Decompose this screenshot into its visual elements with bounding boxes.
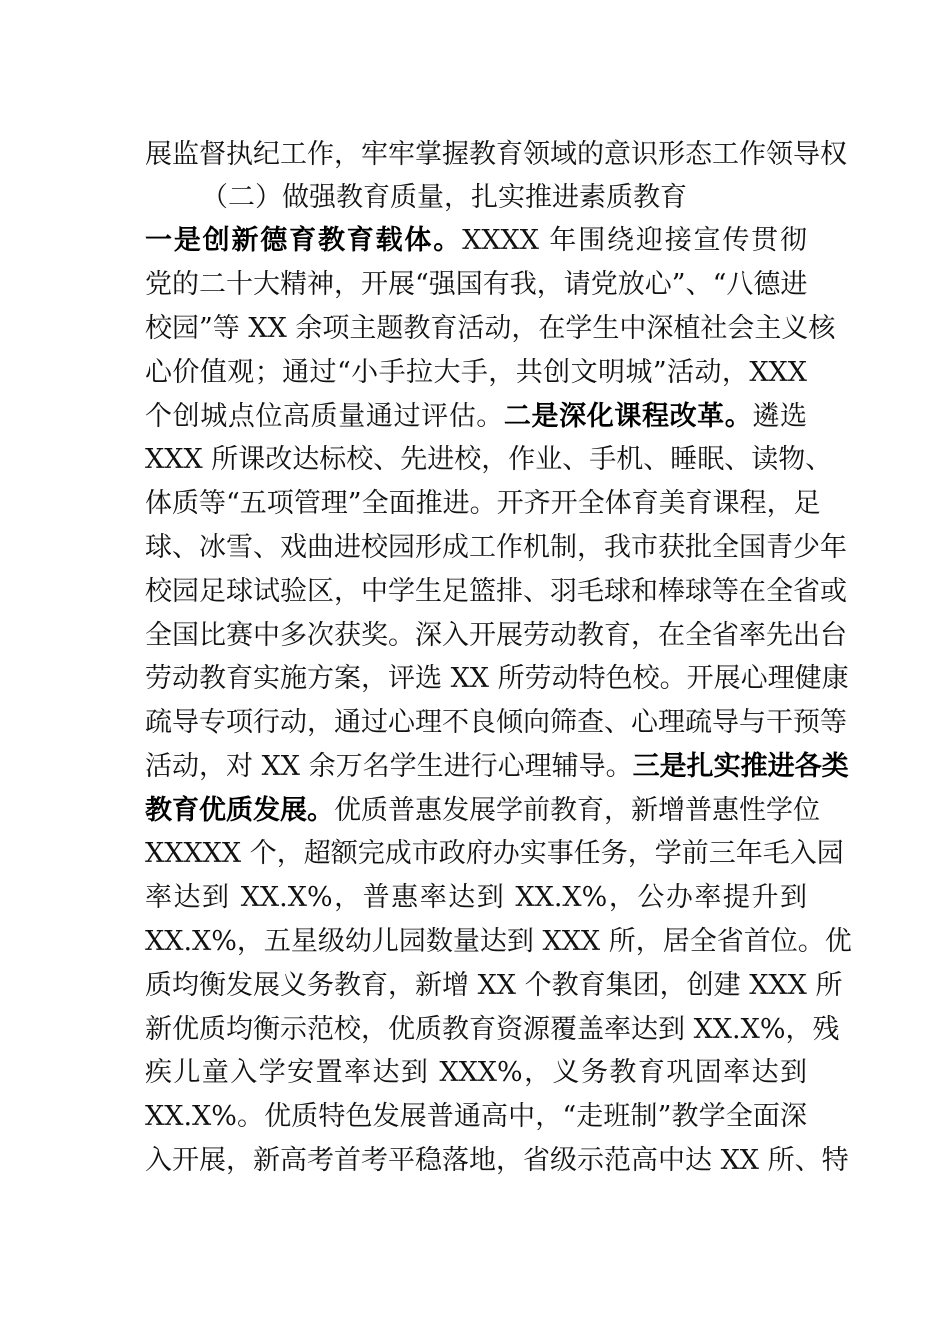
paragraph-line <box>145 526 847 570</box>
text-run: 全国比赛中多次获奖。深入开展劳动教育，在全省率先出台 <box>145 620 847 651</box>
paragraph-line <box>145 1139 849 1183</box>
paragraph-line <box>145 263 807 307</box>
text-run: 劳动教育实施方案，评选 XX 所劳动特色校。开展心理健康 <box>145 663 849 694</box>
paragraph-line <box>145 920 852 964</box>
paragraph-line <box>145 133 847 177</box>
paragraph-line <box>145 1051 807 1095</box>
bold-lead-phrase: 三是扎实推进各类 <box>632 751 849 782</box>
bold-lead-phrase: 教育优质发展。 <box>145 795 334 826</box>
text-run: 校园”等 XX 余项主题教育活动，在学生中深植社会主义核 <box>145 313 836 344</box>
text-run: 遴选 <box>752 401 808 432</box>
text-run: 个创城点位高质量通过评估。 <box>145 401 504 432</box>
paragraph-line <box>145 832 844 876</box>
text-run: XXXX 年围绕迎接宣传贯彻 <box>462 225 807 256</box>
bold-lead-phrase: 一是创新德育教育载体。 <box>145 225 463 256</box>
paragraph-line <box>145 789 820 833</box>
paragraph-line <box>145 1095 807 1139</box>
text-run: 体质等“五项管理”全面推进。开齐开全体育美育课程，足 <box>145 488 821 519</box>
paragraph-line <box>145 438 833 482</box>
paragraph-line <box>145 307 836 351</box>
paragraph-line <box>145 701 847 745</box>
bold-lead-phrase: 二是深化课程改革。 <box>503 401 753 432</box>
paragraph-line <box>145 482 821 526</box>
text-run: 入开展，新高考首考平稳落地，省级示范高中达 XX 所、特 <box>145 1145 849 1176</box>
paragraph-line <box>145 614 847 658</box>
text-run: 疏导专项行动，通过心理不良倾向筛查、心理疏导与干预等 <box>145 707 847 738</box>
paragraph-line <box>145 570 847 614</box>
paragraph-line <box>145 745 849 789</box>
text-run: 活动，对 XX 余万名学生进行心理辅导。 <box>145 751 633 782</box>
paragraph-line <box>145 351 807 395</box>
paragraph-line <box>145 1008 840 1052</box>
text-run: 心价值观；通过“小手拉大手，共创文明城”活动，XXX <box>145 357 807 388</box>
text-run: 球、冰雪、戏曲进校园形成工作机制，我市获批全国青少年 <box>145 532 847 563</box>
text-run: XXX 所课改达标校、先进校，作业、手机、睡眠、读物、 <box>145 444 833 475</box>
text-run: 质均衡发展义务教育，新增 XX 个教育集团，创建 XXX 所 <box>145 970 843 1001</box>
text-run: XXXXX 个，超额完成市政府办实事任务，学前三年毛入园 <box>145 838 844 869</box>
paragraph-line <box>145 219 807 263</box>
paragraph-line <box>145 876 807 920</box>
text-run: 疾儿童入学安置率达到 XXX%，义务教育巩固率达到 <box>145 1057 807 1088</box>
section-heading <box>201 176 807 220</box>
paragraph-line <box>145 395 807 439</box>
text-run: 优质普惠发展学前教育，新增普惠性学位 <box>334 795 820 826</box>
text-run: XX.X%，五星级幼儿园数量达到 XXX 所，居全省首位。优 <box>145 926 852 957</box>
text-run: 党的二十大精神，开展“强国有我，请党放心”、“八德进 <box>145 269 808 300</box>
text-run: 率达到 XX.X%，普惠率达到 XX.X%，公办率提升到 <box>145 882 807 913</box>
text-run: 校园足球试验区，中学生足篮排、羽毛球和棒球等在全省或 <box>145 576 847 607</box>
paragraph-line <box>145 964 843 1008</box>
text-run: 展监督执纪工作，牢牢掌握教育领域的意识形态工作领导权 <box>145 139 847 170</box>
paragraph-line <box>145 657 849 701</box>
text-run: XX.X%。优质特色发展普通高中，“走班制”教学全面深 <box>145 1101 807 1132</box>
text-run: （二）做强教育质量，扎实推进素质教育 <box>201 182 687 213</box>
text-run: 新优质均衡示范校，优质教育资源覆盖率达到 XX.X%，残 <box>145 1014 840 1045</box>
